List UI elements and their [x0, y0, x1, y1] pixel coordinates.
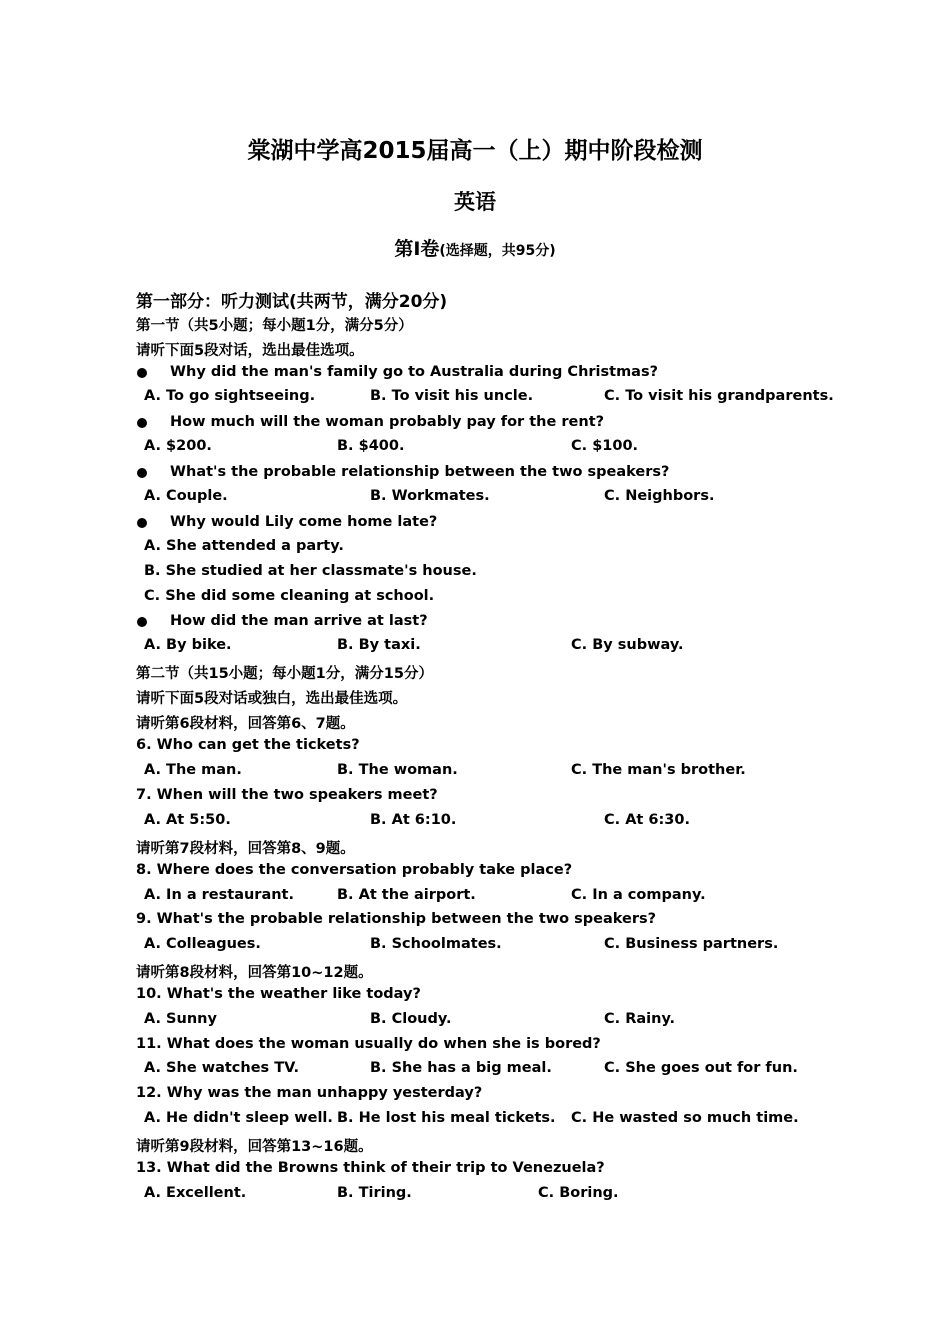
section1-heading: 第一节（共5小题；每小题1分，满分5分）	[136, 318, 413, 334]
q1-option-b: B. To visit his uncle.	[370, 388, 534, 404]
q13-option-a: A. Excellent.	[144, 1185, 247, 1201]
subject-title: 英语	[454, 190, 496, 214]
question-5: How did the man arrive at last?	[170, 613, 428, 629]
question-3: What's the probable relationship between the two speakers?	[170, 464, 670, 480]
volume-note: (选择题，共95分)	[439, 243, 556, 259]
q3-option-c: C. Neighbors.	[604, 488, 715, 504]
q6-option-b: B. The woman.	[337, 762, 458, 778]
bullet-icon	[137, 617, 147, 627]
bullet-icon	[137, 468, 147, 478]
question-2: How much will the woman probably pay for the rent?	[170, 414, 605, 430]
q3-option-b: B. Workmates.	[370, 488, 490, 504]
q11-option-b: B. She has a big meal.	[370, 1060, 552, 1076]
q9-option-c: C. Business partners.	[604, 936, 779, 952]
material-7-note: 请听第7段材料，回答第8、9题。	[136, 841, 355, 857]
document-title: 棠湖中学高2015届高一（上）期中阶段检测	[247, 138, 703, 164]
question-6: 6. Who can get the tickets?	[136, 737, 360, 753]
bullet-icon	[137, 368, 147, 378]
q12-option-c: C. He wasted so much time.	[571, 1110, 799, 1126]
q8-option-a: A. In a restaurant.	[144, 887, 294, 903]
q3-option-a: A. Couple.	[144, 488, 228, 504]
q12-option-b: B. He lost his meal tickets.	[337, 1110, 556, 1126]
q5-option-b: B. By taxi.	[337, 637, 421, 653]
q7-option-a: A. At 5:50.	[144, 812, 231, 828]
volume-label: 第Ⅰ卷	[394, 238, 440, 260]
q9-option-b: B. Schoolmates.	[370, 936, 502, 952]
q6-option-a: A. The man.	[144, 762, 242, 778]
part1-heading: 第一部分：听力测试(共两节，满分20分)	[136, 292, 448, 312]
q6-option-c: C. The man's brother.	[571, 762, 746, 778]
q4-option-b: B. She studied at her classmate's house.	[144, 563, 477, 579]
question-11: 11. What does the woman usually do when she is bored?	[136, 1036, 601, 1052]
q13-option-b: B. Tiring.	[337, 1185, 412, 1201]
question-7: 7. When will the two speakers meet?	[136, 787, 438, 803]
q7-option-c: C. At 6:30.	[604, 812, 690, 828]
q11-option-a: A. She watches TV.	[144, 1060, 299, 1076]
q11-option-c: C. She goes out for fun.	[604, 1060, 798, 1076]
q5-option-a: A. By bike.	[144, 637, 232, 653]
q10-option-c: C. Rainy.	[604, 1011, 676, 1027]
q5-option-c: C. By subway.	[571, 637, 684, 653]
q2-option-b: B. $400.	[337, 438, 405, 454]
q12-option-a: A. He didn't sleep well.	[144, 1110, 333, 1126]
q10-option-b: B. Cloudy.	[370, 1011, 452, 1027]
section2-instruction: 请听下面5段对话或独白，选出最佳选项。	[136, 691, 408, 707]
question-4: Why would Lily come home late?	[170, 514, 438, 530]
q7-option-b: B. At 6:10.	[370, 812, 457, 828]
question-9: 9. What's the probable relationship between the two speakers?	[136, 911, 657, 927]
q4-option-c: C. She did some cleaning at school.	[144, 588, 435, 604]
section2-heading: 第二节（共15小题；每小题1分，满分15分）	[136, 666, 433, 682]
material-6-note: 请听第6段材料，回答第6、7题。	[136, 716, 355, 732]
q13-option-c: C. Boring.	[538, 1185, 619, 1201]
q4-option-a: A. She attended a party.	[144, 538, 344, 554]
question-1: Why did the man's family go to Australia during Christmas?	[170, 364, 659, 380]
question-13: 13. What did the Browns think of their trip to Venezuela?	[136, 1160, 605, 1176]
q1-option-a: A. To go sightseeing.	[144, 388, 316, 404]
q2-option-a: A. $200.	[144, 438, 212, 454]
material-9-note: 请听第9段材料，回答第13~16题。	[136, 1139, 373, 1155]
q8-option-c: C. In a company.	[571, 887, 706, 903]
volume-title	[0, 234, 950, 261]
question-10: 10. What's the weather like today?	[136, 986, 421, 1002]
q9-option-a: A. Colleagues.	[144, 936, 261, 952]
question-12: 12. Why was the man unhappy yesterday?	[136, 1085, 483, 1101]
bullet-icon	[137, 518, 147, 528]
question-8: 8. Where does the conversation probably take place?	[136, 862, 573, 878]
material-8-note: 请听第8段材料，回答第10~12题。	[136, 965, 373, 981]
q2-option-c: C. $100.	[571, 438, 639, 454]
q1-option-c: C. To visit his grandparents.	[604, 388, 834, 404]
q10-option-a: A. Sunny	[144, 1011, 217, 1027]
bullet-icon	[137, 418, 147, 428]
q8-option-b: B. At the airport.	[337, 887, 476, 903]
section1-instruction: 请听下面5段对话，选出最佳选项。	[136, 343, 364, 359]
